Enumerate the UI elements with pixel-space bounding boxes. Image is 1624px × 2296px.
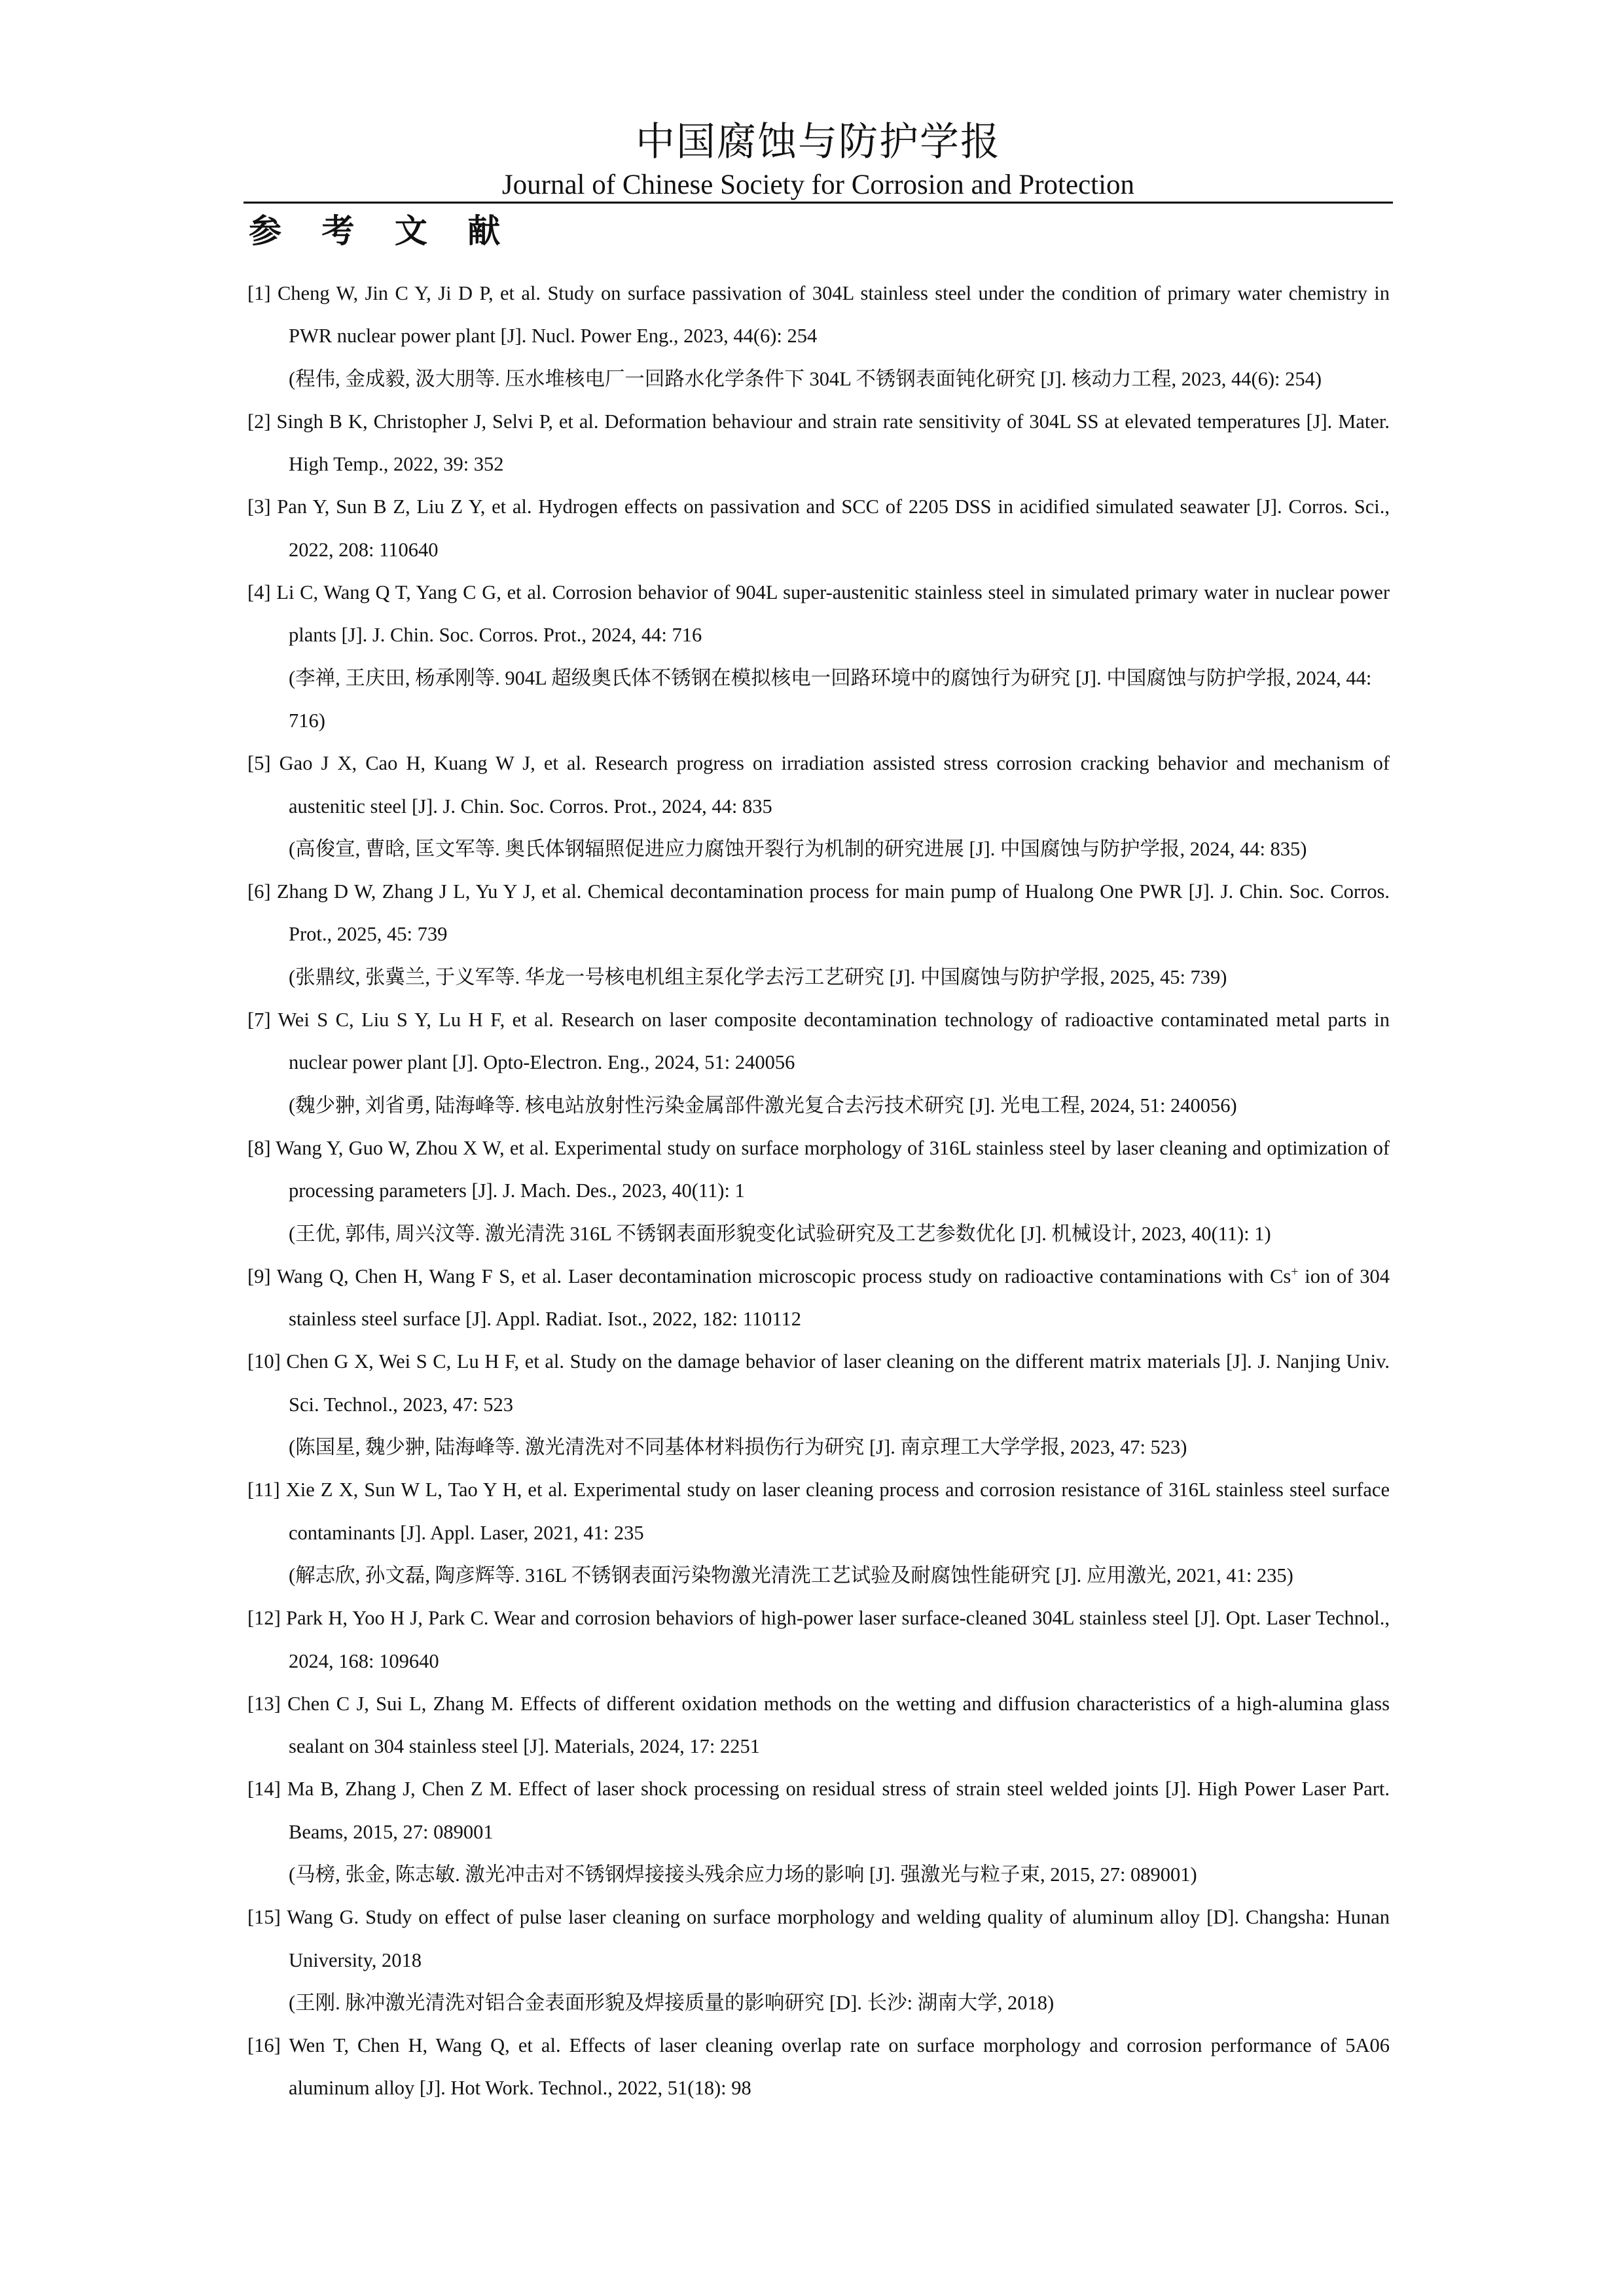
reference-chinese: (程伟, 金成毅, 汲大朋等. 压水堆核电厂一回路水化学条件下 304L 不锈钢表面钝化研究 [J]. 核动力工程, 2023, 44(6): 254)	[289, 367, 1322, 390]
reference-15	[247, 1896, 1390, 2024]
reference-7	[247, 999, 1390, 1127]
reference-english: [16] Wen T, Chen H, Wang Q, et al. Effects of laser cleaning overlap rate on surface morphology and corrosion performance of 5A06 aluminum alloy [J]. Hot Work. Technol., 2022, 51(18): 98	[247, 2034, 1390, 2100]
reference-english: [1] Cheng W, Jin C Y, Ji D P, et al. Study on surface passivation of 304L stainless steel under the condition of primary water chemistry in PWR nuclear power plant [J]. Nucl. Power Eng., 2023, 44(6): 254	[247, 282, 1390, 348]
reference-2	[247, 401, 1390, 486]
reference-4	[247, 571, 1390, 742]
reference-english: [14] Ma B, Zhang J, Chen Z M. Effect of laser shock processing on residual stress of strain steel welded joints [J]. High Power Laser Part. Beams, 2015, 27: 089001	[247, 1778, 1390, 1843]
reference-english: [10] Chen G X, Wei S C, Lu H F, et al. Study on the damage behavior of laser cleaning on the different matrix materials [J]. J. Nanjing Univ. Sci. Technol., 2023, 47: 523	[247, 1350, 1390, 1416]
reference-english: [11] Xie Z X, Sun W L, Tao Y H, et al. Experimental study on laser cleaning process and corrosion resistance of 316L stainless steel surface contaminants [J]. Appl. Laser, 2021, 41: 235	[247, 1479, 1390, 1544]
reference-8	[247, 1127, 1390, 1255]
reference-6	[247, 870, 1390, 999]
reference-english: [15] Wang G. Study on effect of pulse laser cleaning on surface morphology and welding quality of aluminum alloy [D]. Changsha: Hunan University, 2018	[247, 1906, 1390, 1971]
reference-chinese: (王优, 郭伟, 周兴汶等. 激光清洗 316L 不锈钢表面形貌变化试验研究及工艺参数优化 [J]. 机械设计, 2023, 40(11): 1)	[289, 1222, 1271, 1245]
reference-1	[247, 272, 1390, 401]
reference-chinese: (马榜, 张金, 陈志敏. 激光冲击对不锈钢焊接接头残余应力场的影响 [J]. 强激光与粒子束, 2015, 27: 089001)	[289, 1863, 1197, 1886]
references-heading: 参 考 文 献	[249, 212, 515, 250]
reference-english: [6] Zhang D W, Zhang J L, Yu Y J, et al. Chemical decontamination process for main pump of Hualong One PWR [J]. J. Chin. Soc. Corros. Prot., 2025, 45: 739	[247, 880, 1390, 946]
reference-16	[247, 2024, 1390, 2110]
reference-english: [7] Wei S C, Liu S Y, Lu H F, et al. Research on laser composite decontamination technology of radioactive contaminated metal parts in nuclear power plant [J]. Opto-Electron. Eng., 2024, 51: 240056	[247, 1009, 1390, 1074]
reference-10	[247, 1340, 1390, 1469]
journal-title-english: Journal of Chinese Society for Corrosion and Protection	[501, 170, 1135, 200]
ion-charge-superscript: +	[1291, 1264, 1299, 1279]
reference-chinese: (高俊宣, 曹晗, 匡文军等. 奥氏体钢辐照促进应力腐蚀开裂行为机制的研究进展 [J]. 中国腐蚀与防护学报, 2024, 44: 835)	[289, 837, 1307, 860]
reference-5	[247, 742, 1390, 870]
reference-english: [8] Wang Y, Guo W, Zhou X W, et al. Experimental study on surface morphology of 316L stainless steel by laser cleaning and optimization of processing parameters [J]. J. Mach. Des., 2023, 40(11): 1	[247, 1136, 1390, 1202]
reference-text-before-superscript: [9] Wang Q, Chen H, Wang F S, et al. Laser decontamination microscopic process study on radioactive contaminations with Cs	[247, 1265, 1291, 1287]
reference-13	[247, 1683, 1390, 1768]
reference-3	[247, 486, 1390, 571]
reference-chinese: (李禅, 王庆田, 杨承刚等. 904L 超级奥氏体不锈钢在模拟核电一回路环境中的腐蚀行为研究 [J]. 中国腐蚀与防护学报, 2024, 44: 716)	[289, 666, 1372, 732]
reference-english: [12] Park H, Yoo H J, Park C. Wear and corrosion behaviors of high-power laser surface-cleaned 304L stainless steel [J]. Opt. Laser Technol., 2024, 168: 109640	[247, 1607, 1390, 1672]
journal-header	[244, 117, 1393, 203]
reference-11	[247, 1469, 1390, 1597]
reference-list	[247, 272, 1390, 2110]
header-divider	[244, 202, 1393, 204]
journal-title-chinese: 中国腐蚀与防护学报	[636, 120, 1001, 164]
reference-14	[247, 1768, 1390, 1896]
reference-text-after-superscript: ion of 304 stainless steel surface [J]. Appl. Radiat. Isot., 2022, 182: 110112	[289, 1265, 1390, 1331]
reference-9	[247, 1255, 1390, 1341]
reference-english: [13] Chen C J, Sui L, Zhang M. Effects of different oxidation methods on the wetting and diffusion characteristics of a high-alumina glass sealant on 304 stainless steel [J]. Materials, 2024, 17: 2251	[247, 1692, 1390, 1758]
reference-english: [4] Li C, Wang Q T, Yang C G, et al. Corrosion behavior of 904L super-austenitic stainless steel in simulated primary water in nuclear power plants [J]. J. Chin. Soc. Corros. Prot., 2024, 44: 716	[247, 581, 1390, 647]
reference-chinese: (王刚. 脉冲激光清洗对铝合金表面形貌及焊接质量的影响研究 [D]. 长沙: 湖南大学, 2018)	[289, 1991, 1055, 2014]
reference-english: [2] Singh B K, Christopher J, Selvi P, et al. Deformation behaviour and strain rate sensitivity of 304L SS at elevated temperatures [J]. Mater. High Temp., 2022, 39: 352	[247, 410, 1390, 476]
reference-chinese: (张鼎纹, 张冀兰, 于义军等. 华龙一号核电机组主泵化学去污工艺研究 [J]. 中国腐蚀与防护学报, 2025, 45: 739)	[289, 965, 1227, 988]
reference-chinese: (陈国星, 魏少翀, 陆海峰等. 激光清洗对不同基体材料损伤行为研究 [J]. 南京理工大学学报, 2023, 47: 523)	[289, 1436, 1187, 1459]
reference-english: [5] Gao J X, Cao H, Kuang W J, et al. Research progress on irradiation assisted stress corrosion cracking behavior and mechanism of austenitic steel [J]. J. Chin. Soc. Corros. Prot., 2024, 44: 835	[247, 752, 1390, 817]
reference-chinese: (魏少翀, 刘省勇, 陆海峰等. 核电站放射性污染金属部件激光复合去污技术研究 [J]. 光电工程, 2024, 51: 240056)	[289, 1094, 1237, 1117]
reference-english	[247, 1255, 1390, 1341]
reference-12	[247, 1597, 1390, 1683]
reference-english: [3] Pan Y, Sun B Z, Liu Z Y, et al. Hydrogen effects on passivation and SCC of 2205 DSS in acidified simulated seawater [J]. Corros. Sci., 2022, 208: 110640	[247, 495, 1390, 561]
reference-chinese: (解志欣, 孙文磊, 陶彦辉等. 316L 不锈钢表面污染物激光清洗工艺试验及耐腐蚀性能研究 [J]. 应用激光, 2021, 41: 235)	[289, 1564, 1293, 1587]
